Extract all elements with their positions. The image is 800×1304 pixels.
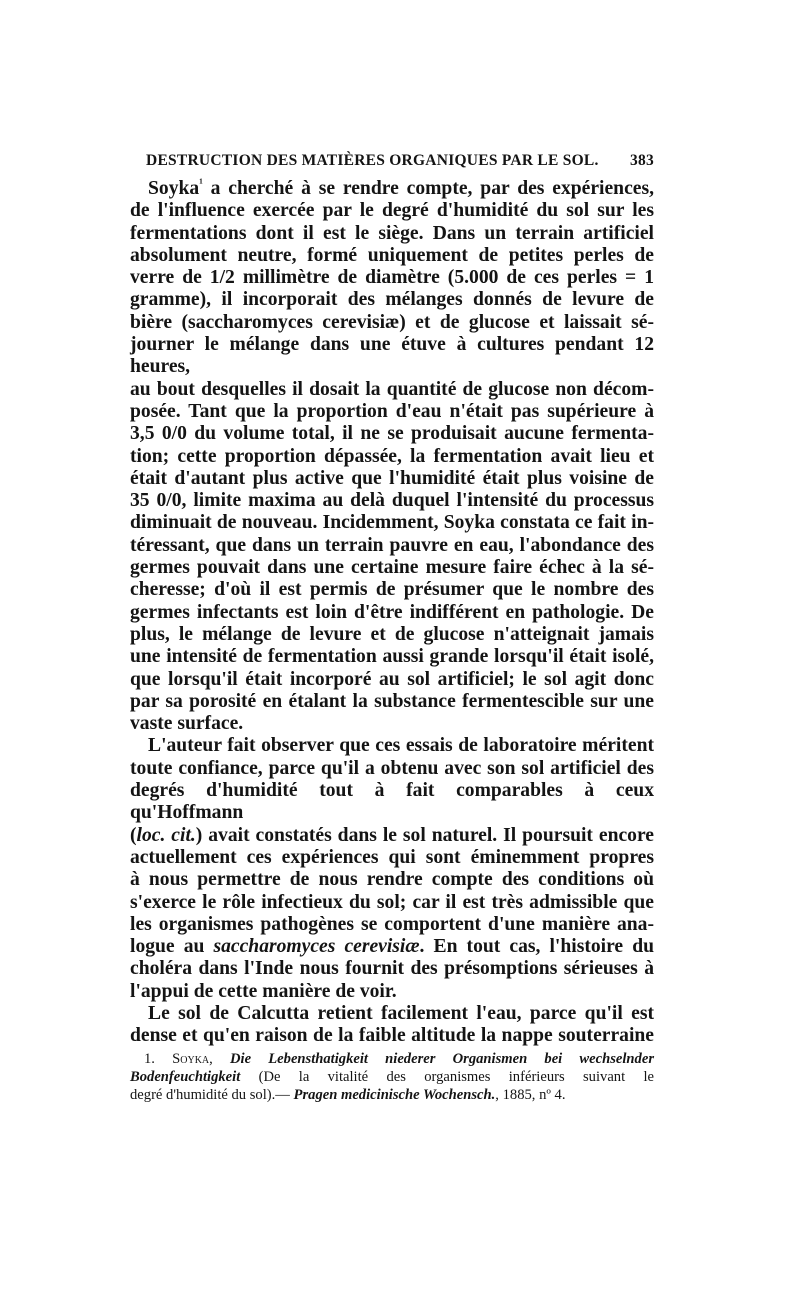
text-line: s'exerce le rôle infectieux du sol; car il est très admissible que: [130, 891, 654, 913]
text-line: journer le mélange dans une étuve à cultures pendant 12 heures,: [130, 334, 654, 378]
footnote-author: Soyka: [172, 1051, 210, 1067]
footnote-journal: Pragen medicinische Wochensch.: [293, 1087, 496, 1103]
text-line: toute confiance, parce qu'il a obtenu avec son sol artificiel des: [130, 757, 654, 779]
text-line: que lorsqu'il était incorporé au sol artificiel; le sol agit donc: [130, 668, 654, 690]
body-text: [130, 178, 654, 1048]
text-run: . En tout cas, l'histoire du: [419, 936, 654, 958]
text-line: gramme), il incorporait des mélanges donnés de levure de: [130, 289, 654, 311]
footnote-title: Die Lebensthatigkeit niederer Organismen bei wechselnder: [230, 1051, 655, 1067]
text-line: actuellement ces expériences qui sont éminemment propres: [130, 846, 654, 868]
text-run: logue au: [130, 936, 214, 958]
text-line: absolument neutre, formé uniquement de petites perles de: [130, 244, 654, 266]
text-line: germes infectants est loin d'être indifférent en pathologie. De: [130, 601, 654, 623]
footnote-1: [130, 1050, 654, 1104]
text-line: par sa porosité en étalant la substance fermentescible sur une: [130, 690, 654, 712]
footnote-ref[interactable]: ¹: [199, 176, 203, 190]
text-line: diminuait de nouveau. Incidemment, Soyka constata ce fait in-: [130, 512, 654, 534]
footnote-line: [130, 1068, 654, 1086]
text-line: germes pouvait dans une certaine mesure faire échec à la sé-: [130, 557, 654, 579]
footnote-gloss: degré d'humidité du sol).—: [130, 1087, 294, 1103]
text-line: une intensité de fermentation aussi grande lorsqu'il était isolé,: [130, 646, 654, 668]
species-italic: saccharomyces cerevisiæ: [213, 936, 420, 958]
footnote-year: , 1885, nº 4.: [495, 1087, 566, 1103]
text-line: posée. Tant que la proportion d'eau n'était pas supérieure à: [130, 400, 654, 422]
text-line: [130, 936, 654, 958]
text-line: verre de 1/2 millimètre de diamètre (5.000 de ces perles = 1: [130, 267, 654, 289]
text-line: 3,5 0/0 du volume total, il ne se produisait aucune fermenta-: [130, 423, 654, 445]
text-line: à nous permettre de nous rendre compte des conditions où: [130, 869, 654, 891]
text-line: plus, le mélange de levure et de glucose n'atteignait jamais: [130, 623, 654, 645]
text-line: L'auteur fait observer que ces essais de laboratoire méritent: [148, 735, 654, 757]
text-run: (: [130, 824, 137, 846]
paragraph-3: [130, 1003, 654, 1048]
footnote-title: Bodenfeuchtigkeit: [130, 1069, 241, 1085]
text-line: au bout desquelles il dosait la quantité de glucose non décom-: [130, 378, 654, 400]
text-line: vaste surface.: [130, 713, 244, 735]
text-line: tion; cette proportion dépassée, la fermentation avait lieu et: [130, 445, 654, 467]
text-line: [130, 178, 654, 200]
paragraph-2: [130, 735, 654, 1003]
footnote-marker: 1.: [144, 1051, 173, 1067]
text-line: choléra dans l'Inde nous fournit des présomptions sérieuses à: [130, 958, 654, 980]
text-line: fermentations dont il est le siège. Dans un terrain artificiel: [130, 222, 654, 244]
text-line: [130, 825, 654, 847]
text-line: de l'influence exercée par le degré d'humidité du sol sur les: [130, 200, 654, 222]
text-line: bière (saccharomyces cerevisiæ) et de glucose et laissait sé-: [130, 311, 654, 333]
text-run: Soyka: [148, 178, 200, 199]
text-line: Le sol de Calcutta retient facilement l'eau, parce qu'il est: [148, 1002, 654, 1024]
text-line: 35 0/0, limite maxima au delà duquel l'intensité du processus: [130, 490, 654, 512]
paragraph-1: [130, 178, 654, 735]
text-line: téressant, que dans un terrain pauvre en eau, l'abondance des: [130, 534, 654, 556]
text-line: cheresse; d'où il est permis de présumer que le nombre des: [130, 579, 654, 601]
text-run: ) avait constatés dans le sol naturel. Il poursuit encore: [195, 824, 654, 846]
text-run: a cherché à se rendre compte, par des expériences,: [202, 178, 654, 199]
running-title: DESTRUCTION DES MATIÈRES ORGANIQUES PAR LE SOL.: [146, 152, 599, 169]
page-number: 383: [630, 152, 654, 169]
text-line: l'appui de cette manière de voir.: [130, 980, 397, 1002]
footnote-line: 1. Soyka, Die Lebensthatigkeit niederer Organismen bei wechselnder: [144, 1051, 655, 1067]
text-line: degrés d'humidité tout à fait comparables à ceux qu'Hoffmann: [130, 780, 654, 824]
footnote-line: [130, 1086, 654, 1104]
footnote-gloss: (De la vitalité des organismes inférieurs suivant le: [240, 1069, 654, 1085]
text-line: les organismes pathogènes se comportent d'une manière ana-: [130, 913, 654, 935]
text-line: dense et qu'en raison de la faible altitude la nappe souterraine: [130, 1025, 654, 1047]
citation-italic: loc. cit.: [136, 824, 196, 846]
text-line: était d'autant plus active que l'humidité était plus voisine de: [130, 467, 654, 489]
